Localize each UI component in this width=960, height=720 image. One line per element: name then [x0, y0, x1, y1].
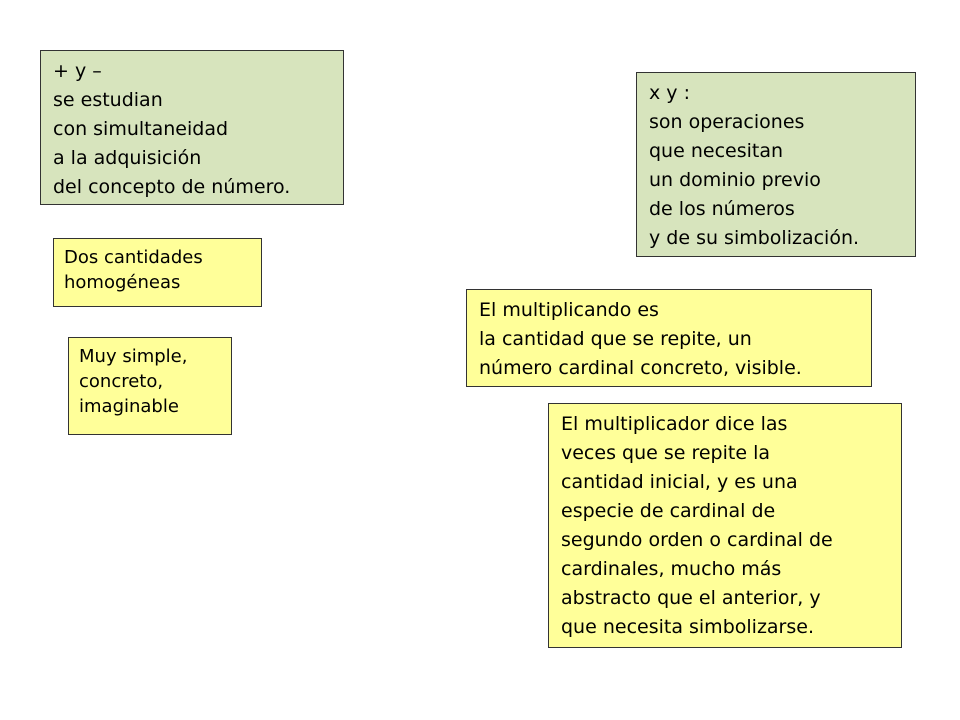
- text-line: especie de cardinal de: [561, 500, 776, 522]
- text-line: segundo orden o cardinal de: [561, 529, 833, 551]
- text-line: del concepto de número.: [53, 176, 291, 198]
- text-line: se estudian: [53, 89, 163, 111]
- addition-subtraction-box: [40, 50, 344, 205]
- text-line: con simultaneidad: [53, 118, 229, 140]
- text-line: que necesita simbolizarse.: [561, 616, 814, 638]
- text-line: homogéneas: [64, 272, 181, 293]
- text-line: cantidad inicial, y es una: [561, 471, 798, 493]
- text-line: x y :: [649, 82, 690, 104]
- text-line: de los números: [649, 198, 795, 220]
- multiplicand-box: [466, 289, 872, 387]
- text-line: cardinales, mucho más: [561, 558, 782, 580]
- multiplication-division-box: [636, 72, 916, 257]
- text-line: veces que se repite la: [561, 442, 770, 464]
- text-line: que necesitan: [649, 140, 784, 162]
- text-line: a la adquisición: [53, 147, 202, 169]
- text-line: son operaciones: [649, 111, 805, 133]
- text-line: un dominio previo: [649, 169, 821, 191]
- text-line: El multiplicando es: [479, 299, 659, 321]
- text-line: Muy simple,: [79, 346, 188, 367]
- text-line: + y –: [53, 60, 102, 82]
- text-line: y de su simbolización.: [649, 227, 860, 249]
- text-line: número cardinal concreto, visible.: [479, 357, 802, 379]
- text-line: imaginable: [79, 396, 179, 417]
- text-line: abstracto que el anterior, y: [561, 587, 821, 609]
- multiplier-box: [548, 403, 902, 648]
- text-line: El multiplicador dice las: [561, 413, 788, 435]
- two-quantities-box: [53, 238, 262, 307]
- simple-concrete-box: [68, 337, 232, 435]
- text-line: concreto,: [79, 371, 164, 392]
- text-line: Dos cantidades: [64, 247, 203, 268]
- text-line: la cantidad que se repite, un: [479, 328, 752, 350]
